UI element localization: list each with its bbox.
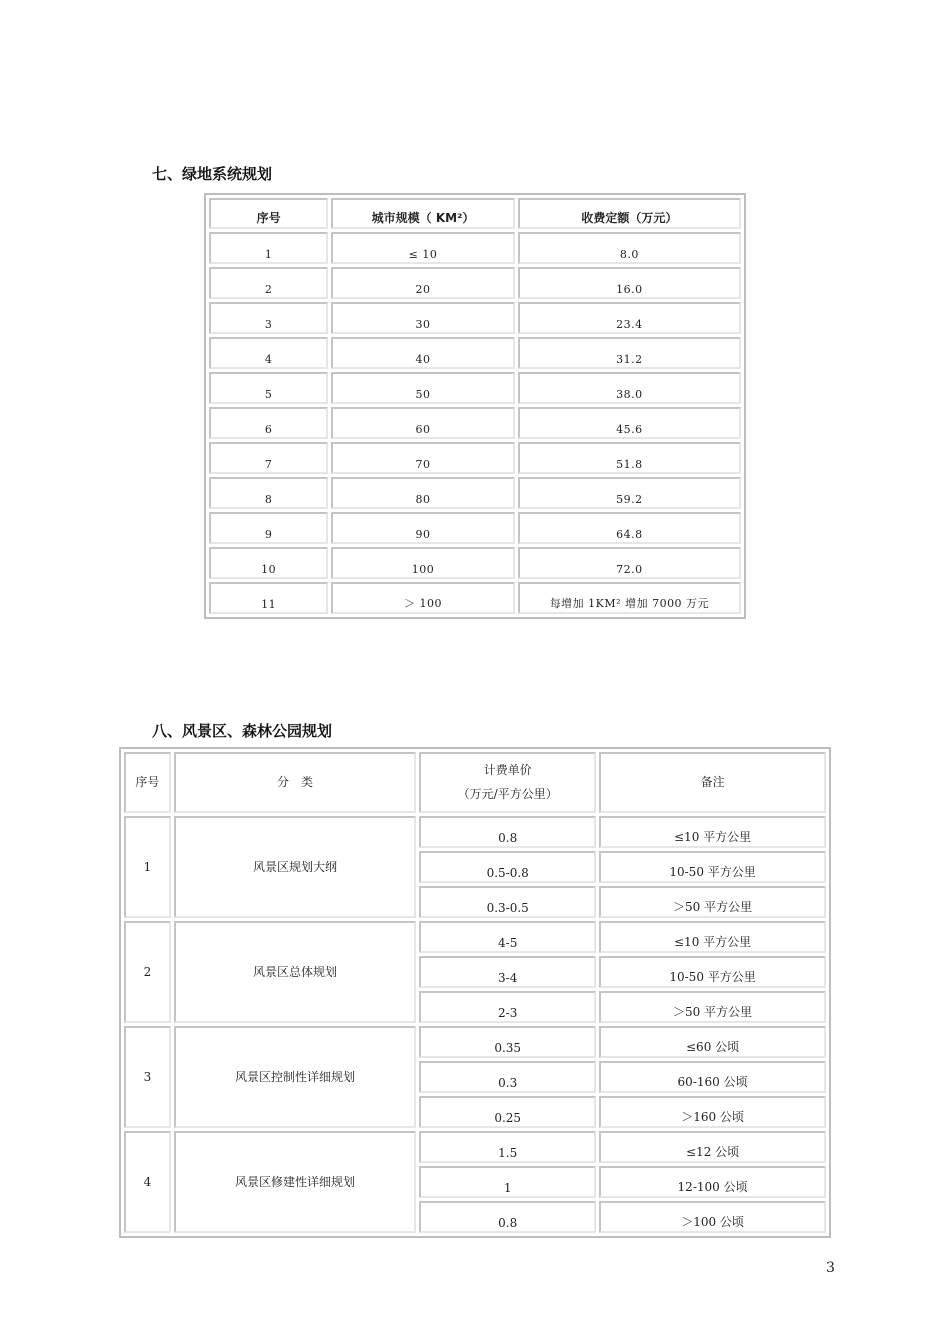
table-row [209, 372, 741, 404]
cell-index: 6 [209, 407, 328, 439]
cell-index: 3 [209, 302, 328, 334]
cell-index: 11 [209, 582, 328, 614]
cell-index: 5 [209, 372, 328, 404]
cell-fee-quota: 38.0 [518, 372, 741, 404]
cell-city-scale: 90 [331, 512, 514, 544]
cell-note: ≤10 平方公里 [599, 816, 826, 848]
header-category: 分 类 [174, 752, 416, 813]
cell-city-scale: ≤ 10 [331, 232, 514, 264]
table-row [124, 1131, 826, 1163]
cell-unit-price: 1 [419, 1166, 596, 1198]
table-row [209, 547, 741, 579]
cell-unit-price: 1.5 [419, 1131, 596, 1163]
cell-unit-price: 0.5-0.8 [419, 851, 596, 883]
cell-note: ≤10 平方公里 [599, 921, 826, 953]
cell-unit-price: 0.3 [419, 1061, 596, 1093]
cell-city-scale: 70 [331, 442, 514, 474]
cell-index: 1 [124, 816, 171, 918]
cell-index: 2 [209, 267, 328, 299]
table-row [124, 921, 826, 953]
section-8-title: 八、风景区、森林公园规划 [152, 722, 333, 740]
table-row [209, 512, 741, 544]
cell-fee-quota: 23.4 [518, 302, 741, 334]
cell-note: ＞50 平方公里 [599, 991, 826, 1023]
cell-unit-price: 0.8 [419, 816, 596, 848]
header-note: 备注 [599, 752, 826, 813]
cell-city-scale: 100 [331, 547, 514, 579]
page-number: 3 [826, 1260, 835, 1276]
cell-unit-price: 0.3-0.5 [419, 886, 596, 918]
cell-unit-price: 0.8 [419, 1201, 596, 1233]
scenic-area-fee-table [119, 747, 831, 1238]
table-row [124, 816, 826, 848]
cell-fee-quota: 51.8 [518, 442, 741, 474]
cell-note: 10-50 平方公里 [599, 851, 826, 883]
cell-city-scale: ＞ 100 [331, 582, 514, 614]
cell-fee-quota: 64.8 [518, 512, 741, 544]
table-row [124, 1026, 826, 1058]
cell-note: ＞160 公顷 [599, 1096, 826, 1128]
cell-index: 4 [209, 337, 328, 369]
table-row [209, 337, 741, 369]
cell-category: 风景区规划大纲 [174, 816, 416, 918]
header-fee-quota: 收费定额（万元） [518, 198, 741, 229]
cell-unit-price: 4-5 [419, 921, 596, 953]
green-space-fee-table [204, 193, 746, 619]
table-row [209, 267, 741, 299]
table-header-row [209, 198, 741, 229]
cell-index: 3 [124, 1026, 171, 1128]
cell-note: 60-160 公顷 [599, 1061, 826, 1093]
table-row [209, 442, 741, 474]
cell-category: 风景区控制性详细规划 [174, 1026, 416, 1128]
table-row [209, 477, 741, 509]
cell-category: 风景区总体规划 [174, 921, 416, 1023]
cell-fee-quota: 59.2 [518, 477, 741, 509]
section-7-title: 七、绿地系统规划 [152, 165, 273, 183]
cell-city-scale: 30 [331, 302, 514, 334]
cell-index: 7 [209, 442, 328, 474]
header-index: 序号 [124, 752, 171, 813]
header-index: 序号 [209, 198, 328, 229]
cell-fee-quota: 8.0 [518, 232, 741, 264]
table-header-row [124, 752, 826, 813]
table-row [209, 232, 741, 264]
cell-fee-quota: 72.0 [518, 547, 741, 579]
cell-note: 12-100 公顷 [599, 1166, 826, 1198]
cell-index: 1 [209, 232, 328, 264]
cell-fee-quota: 31.2 [518, 337, 741, 369]
cell-index: 10 [209, 547, 328, 579]
cell-index: 8 [209, 477, 328, 509]
cell-city-scale: 40 [331, 337, 514, 369]
header-unit-price-line1: 计费单价 [483, 763, 532, 777]
cell-city-scale: 80 [331, 477, 514, 509]
cell-unit-price: 0.25 [419, 1096, 596, 1128]
cell-category: 风景区修建性详细规划 [174, 1131, 416, 1233]
cell-city-scale: 60 [331, 407, 514, 439]
header-unit-price [419, 752, 596, 813]
cell-index: 2 [124, 921, 171, 1023]
cell-fee-quota: 45.6 [518, 407, 741, 439]
cell-note: ≤60 公顷 [599, 1026, 826, 1058]
cell-city-scale: 50 [331, 372, 514, 404]
table-row [209, 302, 741, 334]
header-unit-price-line2: （万元/平方公里） [457, 787, 558, 801]
cell-index: 4 [124, 1131, 171, 1233]
cell-index: 9 [209, 512, 328, 544]
cell-unit-price: 0.35 [419, 1026, 596, 1058]
table-row [209, 407, 741, 439]
cell-note: ＞50 平方公里 [599, 886, 826, 918]
cell-fee-quota: 每增加 1KM² 增加 7000 万元 [518, 582, 741, 614]
cell-note: ≤12 公顷 [599, 1131, 826, 1163]
cell-city-scale: 20 [331, 267, 514, 299]
cell-unit-price: 2-3 [419, 991, 596, 1023]
table-row [209, 582, 741, 614]
cell-note: ＞100 公顷 [599, 1201, 826, 1233]
header-city-scale: 城市规模（ KM²） [331, 198, 514, 229]
cell-note: 10-50 平方公里 [599, 956, 826, 988]
cell-unit-price: 3-4 [419, 956, 596, 988]
cell-fee-quota: 16.0 [518, 267, 741, 299]
